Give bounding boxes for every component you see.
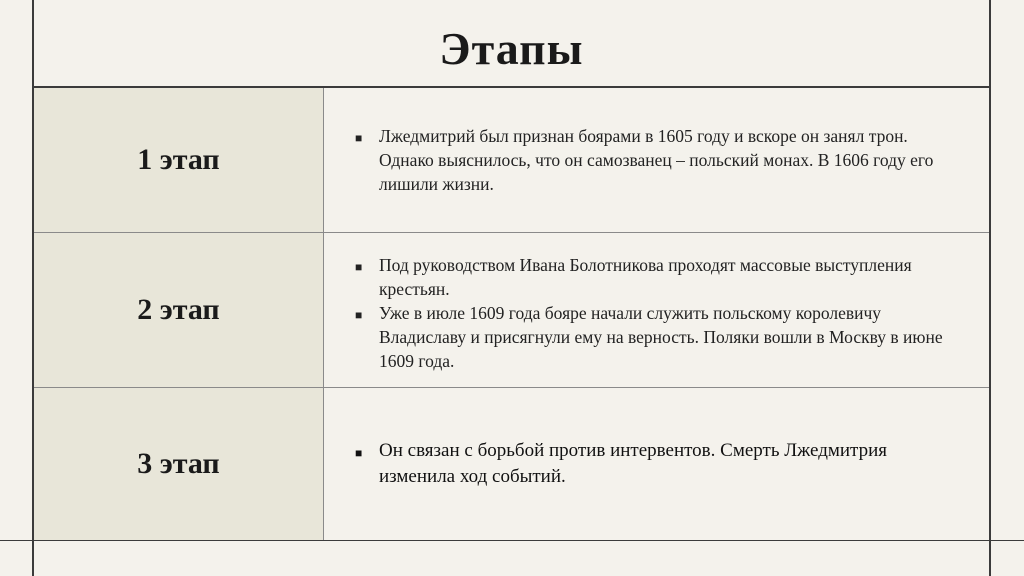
stage-label: 2 этап xyxy=(137,293,220,326)
table-row-stage-1 xyxy=(34,88,989,233)
bullet-text: Лжедмитрий был признан боярами в 1605 году и вскоре он занял трон. Однако выяснилось, что он самозванец – польский монах. В 1606 году его лишили жизни. xyxy=(379,126,934,194)
table-row-stage-2 xyxy=(34,233,989,388)
stage-description-cell xyxy=(325,88,989,232)
square-bullet-icon: ■ xyxy=(355,131,363,145)
stage-label: 1 этап xyxy=(137,143,220,176)
list-item xyxy=(355,253,959,301)
square-bullet-icon: ■ xyxy=(355,446,363,460)
square-bullet-icon: ■ xyxy=(355,260,363,274)
bullet-list xyxy=(355,124,959,196)
stage-cell xyxy=(34,388,324,540)
list-item xyxy=(355,438,959,490)
stage-label: 3 этап xyxy=(137,447,220,480)
stage-description-cell xyxy=(325,388,989,540)
square-bullet-icon: ■ xyxy=(355,308,363,322)
bullet-text: Он связан с борьбой против интервентов. Смерть Лжедмитрия изменила ход событий. xyxy=(379,440,887,487)
stage-cell xyxy=(34,88,324,232)
table-row-stage-3 xyxy=(34,388,989,540)
bullet-text: Уже в июле 1609 года бояре начали служить польскому королевичу Владиславу и присягнули ему на верность. Поляки вошли в Москву в июне 1609 года. xyxy=(379,303,943,371)
bullet-list xyxy=(355,438,959,490)
bullet-text: Под руководством Ивана Болотникова проходят массовые выступления крестьян. xyxy=(379,255,912,299)
stage-cell xyxy=(34,233,324,387)
list-item xyxy=(355,124,959,196)
bottom-divider xyxy=(0,540,1024,541)
list-item xyxy=(355,301,959,373)
slide-title: Этапы xyxy=(439,23,584,74)
stages-table xyxy=(34,88,989,540)
bullet-list xyxy=(355,253,959,373)
stage-description-cell xyxy=(325,233,989,387)
